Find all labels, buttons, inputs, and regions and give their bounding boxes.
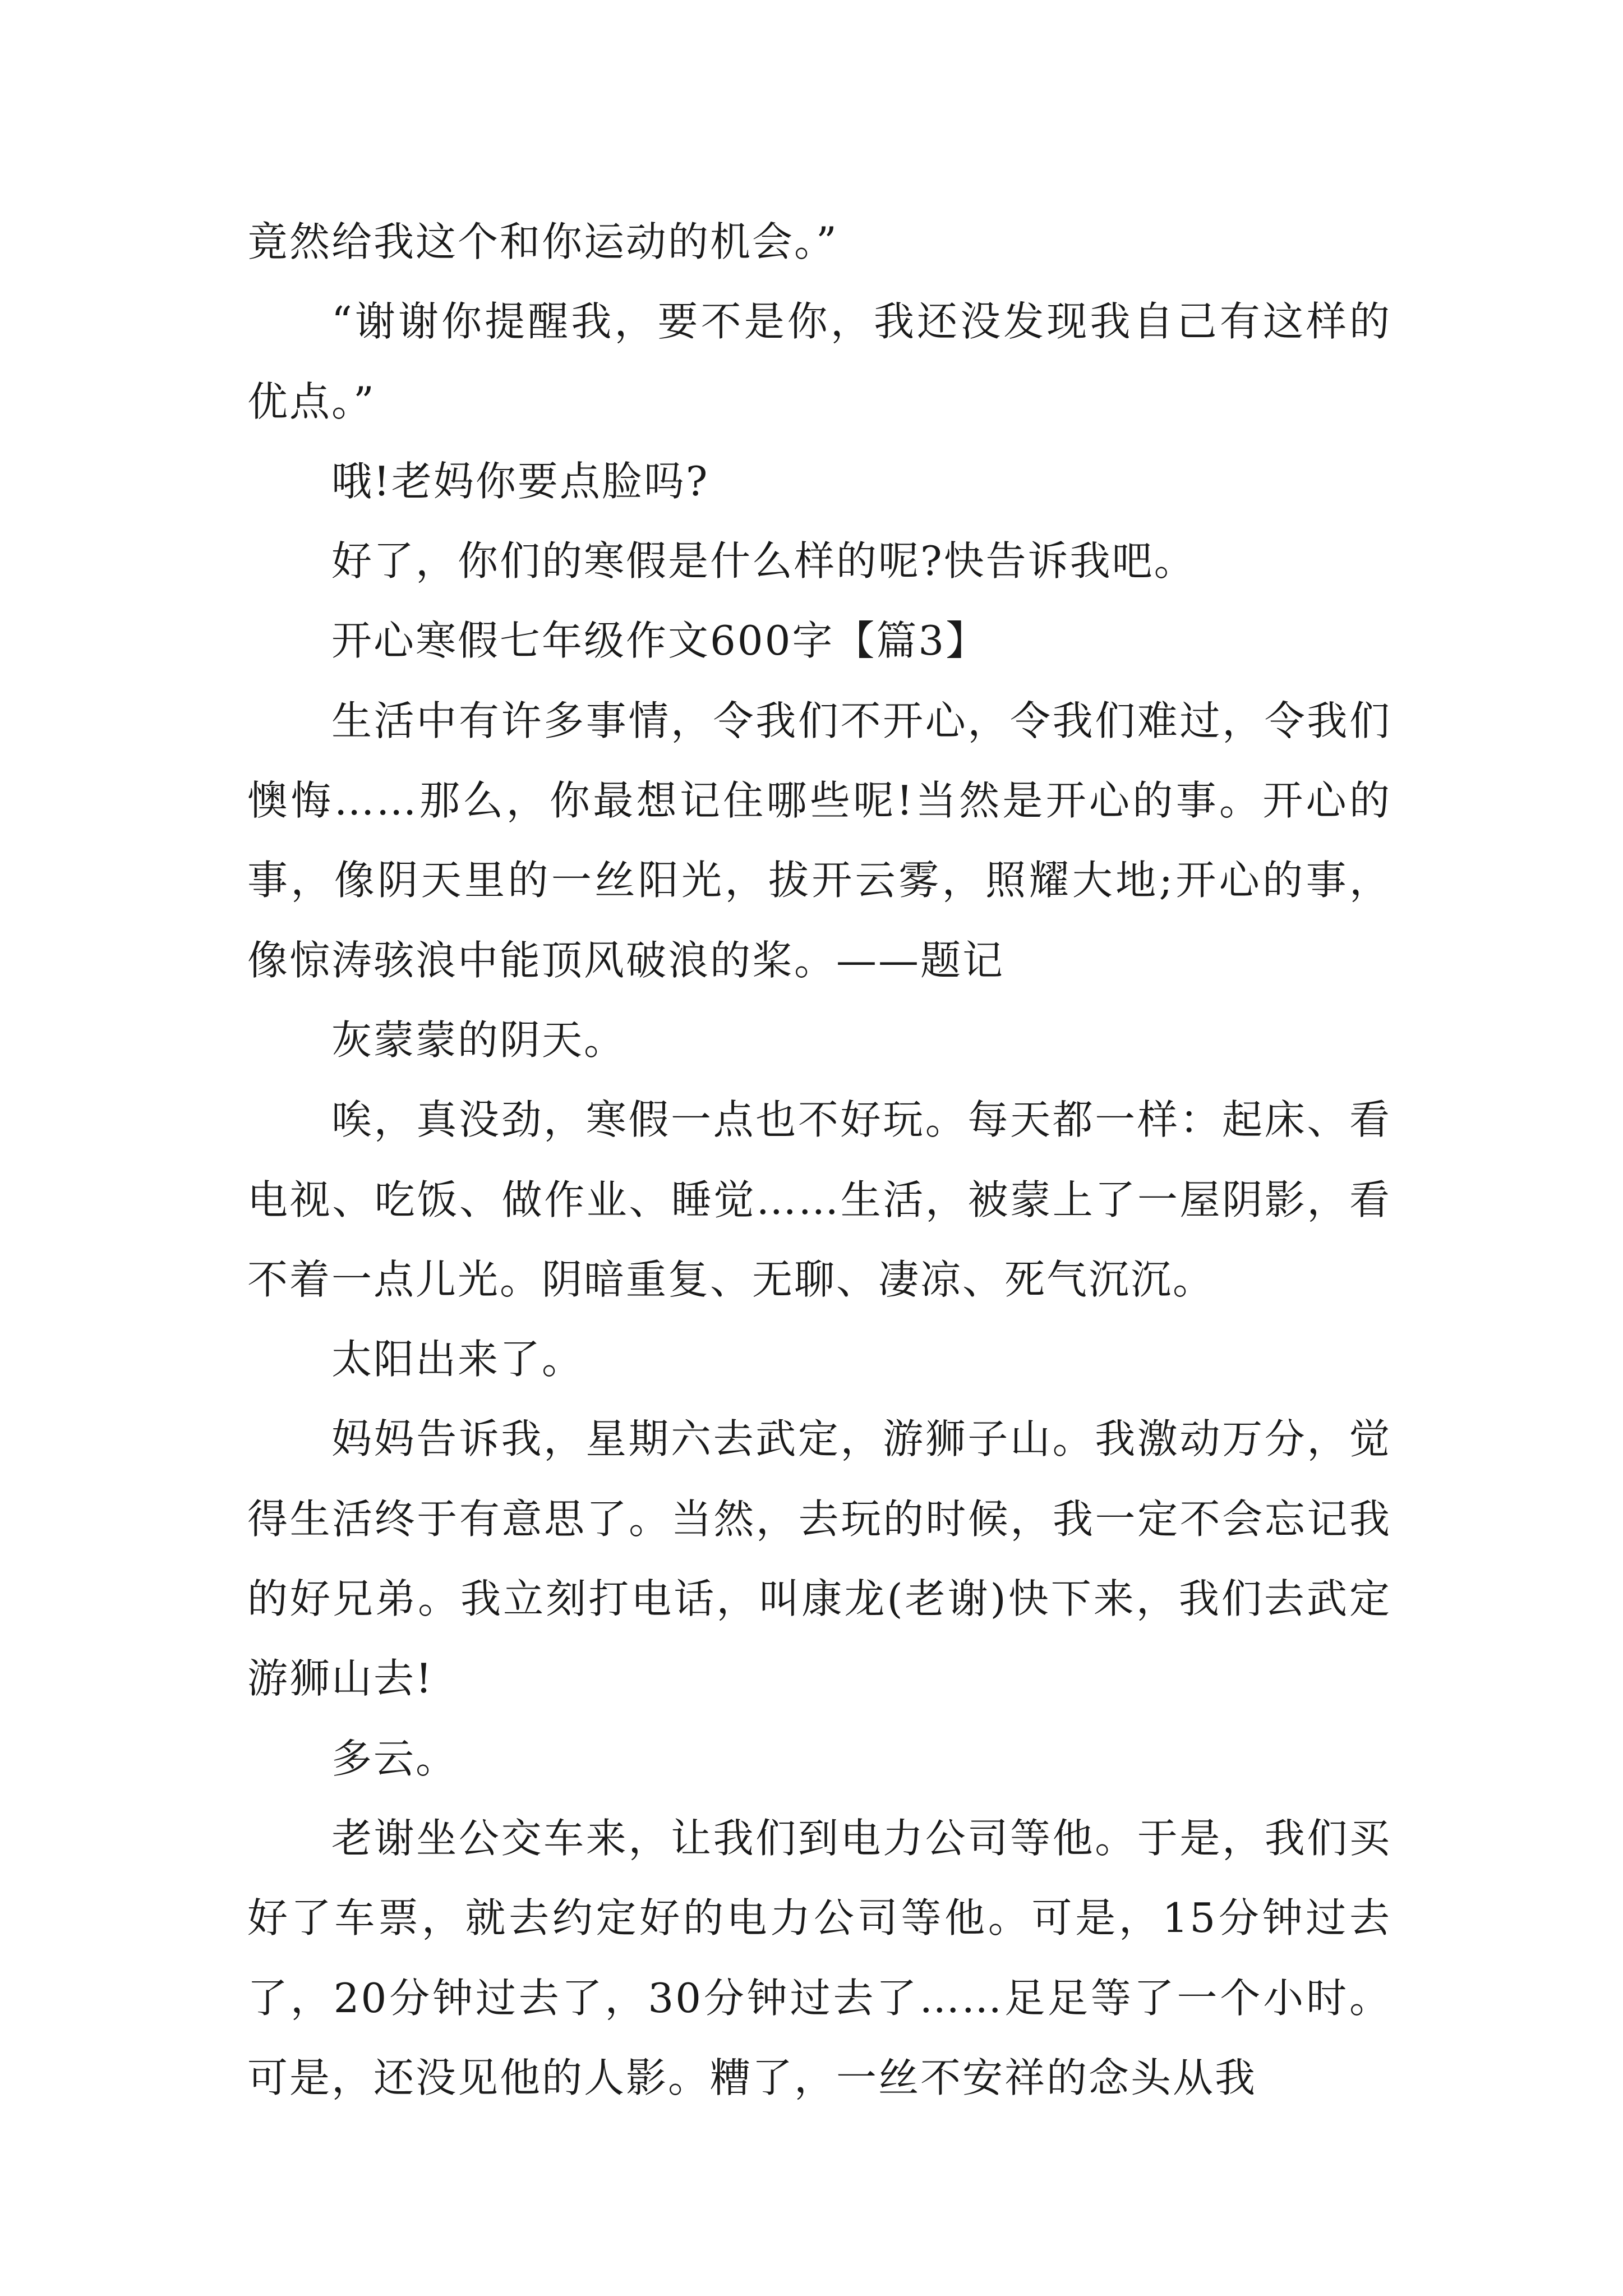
paragraph: 多云。 xyxy=(331,1734,458,1782)
paragraph: 生活中有许多事情，令我们不开心，令我们难过，令我们懊悔……那么，你最想记住哪些呢!当然是开心的事。开心的事，像阴天里的一丝阳光，拔开云雾，照耀大地;开心的事，像惊涛骇浪中能顶风破浪的桨。——题记 xyxy=(247,697,1391,984)
paragraph: 好了，你们的寒假是什么样的呢?快告诉我吧。 xyxy=(331,537,1196,585)
paragraph: 灰蒙蒙的阴天。 xyxy=(331,1016,626,1064)
document-body xyxy=(247,202,1391,2118)
paragraph: 哦!老妈你要点脸吗? xyxy=(331,457,709,505)
paragraph: 唉，真没劲，寒假一点也不好玩。每天都一样：起床、看电视、吃饭、做作业、睡觉……生活，被蒙上了一屋阴影，看不着一点儿光。阴暗重复、无聊、凄凉、死气沉沉。 xyxy=(247,1096,1391,1303)
paragraph: 竟然给我这个和你运动的机会。” xyxy=(247,218,838,265)
paragraph: 太阳出来了。 xyxy=(331,1336,584,1383)
paragraph: 妈妈告诉我，星期六去武定，游狮子山。我激动万分，觉得生活终于有意思了。当然，去玩的时候，我一定不会忘记我的好兄弟。我立刻打电话，叫康龙(老谢)快下来，我们去武定游狮山去! xyxy=(247,1415,1391,1703)
paragraph: 老谢坐公交车来，让我们到电力公司等他。于是，我们买好了车票，就去约定好的电力公司等他。可是，15分钟过去了，20分钟过去了，30分钟过去了……足足等了一个小时。可是，还没见他的人影。糟了，一丝不安祥的念头从我 xyxy=(247,1814,1391,2101)
section-heading: 开心寒假七年级作文600字【篇3】 xyxy=(331,617,988,665)
paragraph: “谢谢你提醒我，要不是你，我还没发现我自己有这样的优点。” xyxy=(247,298,1391,425)
